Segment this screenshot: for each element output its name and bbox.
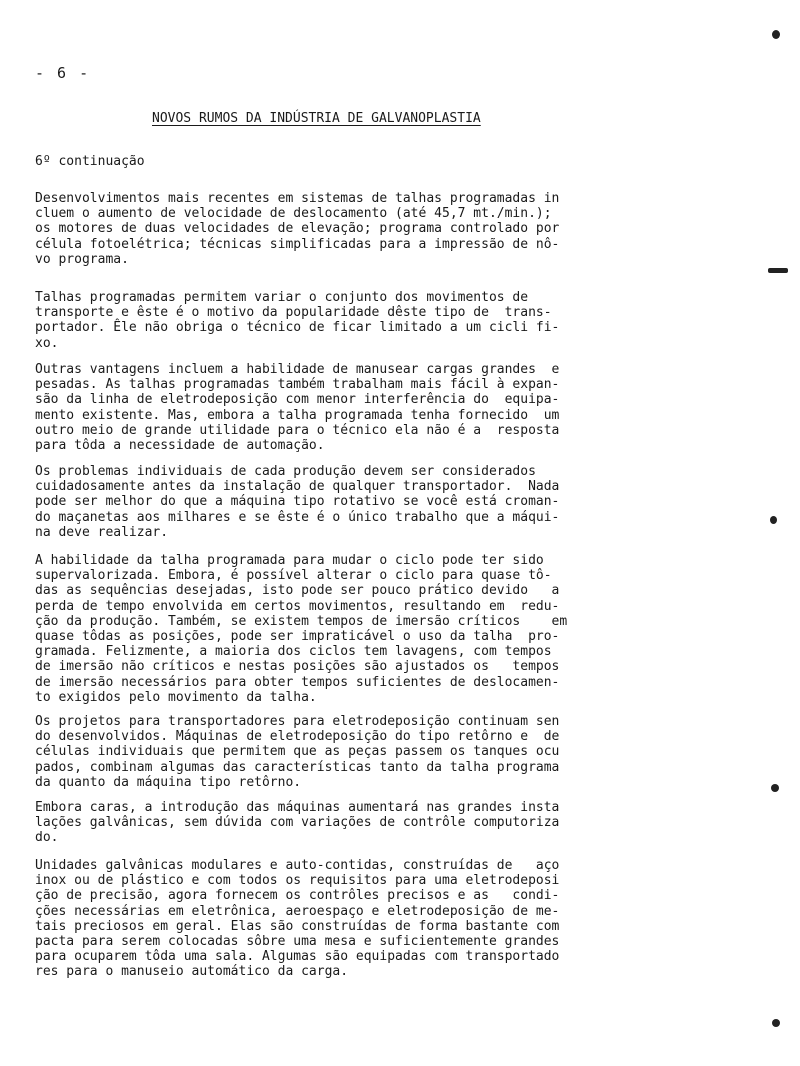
paragraph-8: Unidades galvânicas modulares e auto-contidas, construídas de aço inox ou de plástico e com todos os requisitos para uma eletrodeposi ção de precisão, agora fornecem os contrôles precisos e as condi- ções necessárias em eletrônica, aeroespaço e eletrodeposição de me- tais preciosos em geral. Elas são construídas de forma bastante com pacta para serem colocadas sôbre uma mesa e suficientemente grandes para ocuparem tôda uma sala. Algumas são equipadas com transportado res para o manuseio automático da carga.: [35, 858, 560, 980]
paragraph-1: Desenvolvimentos mais recentes em sistemas de talhas programadas in cluem o aumento de velocidade de deslocamento (até 45,7 mt./min.); os motores de duas velocidades de elevação; programa controlado por célula fotoelétrica; técnicas simplificadas para a impressão de nô- vo programa.: [35, 191, 560, 267]
continuation-label: 6º continuação: [35, 154, 145, 169]
scan-speck-mark: [768, 268, 788, 273]
paragraph-7: Embora caras, a introdução das máquinas aumentará nas grandes insta lações galvânicas, sem dúvida com variações de contrôle computoriza do.: [35, 800, 560, 846]
paragraph-6: Os projetos para transportadores para eletrodeposição continuam sen do desenvolvidos. Máquinas de eletrodeposição do tipo retôrno e de células individuais que permitem que as peças passem os tanques ocu pados, combinam algumas das características tanto da talha programa da quanto da máquina tipo retôrno.: [35, 714, 560, 790]
scan-speck-mark: [771, 784, 779, 792]
paragraph-4: Os problemas individuais de cada produção devem ser considerados cuidadosamente antes da instalação de qualquer transportador. Nada pode ser melhor do que a máquina tipo rotativo se você está croman- do maçanetas aos milhares e se êste é o único trabalho que a máqui- na deve realizar.: [35, 464, 560, 540]
scan-speck-mark: [772, 30, 780, 39]
paragraph-2: Talhas programadas permitem variar o conjunto dos movimentos de transporte e êste é o motivo da popularidade dêste tipo de trans- portador. Êle não obriga o técnico de ficar limitado a um cicli fi- xo.: [35, 290, 560, 351]
scan-speck-mark: [770, 516, 777, 524]
page-number: - 6 -: [35, 64, 91, 82]
scan-speck-mark: [772, 1019, 780, 1027]
document-title: NOVOS RUMOS DA INDÚSTRIA DE GALVANOPLASTIA: [152, 111, 481, 126]
paragraph-3: Outras vantagens incluem a habilidade de manusear cargas grandes e pesadas. As talhas programadas também trabalham mais fácil à expan- são da linha de eletrodeposição com menor interferência do equipa- mento existente. Mas, embora a talha programada tenha fornecido um outro meio de grande utilidade para o técnico ela não é a resposta para tôda a necessidade de automação.: [35, 362, 560, 454]
paragraph-5: A habilidade da talha programada para mudar o ciclo pode ter sido supervalorizada. Embora, é possível alterar o ciclo para quase tô- das as sequências desejadas, isto pode ser pouco prático devido a perda de tempo envolvida em certos movimentos, resultando em redu- ção da produção. Também, se existem tempos de imersão críticos em quase tôdas as posições, pode ser impraticável o uso da talha pro- gramada. Felizmente, a maioria dos ciclos tem lavagens, com tempos de imersão não críticos e nestas posições são ajustados os tempos de imersão necessários para obter tempos suficientes de deslocamen- to exigidos pelo movimento da talha.: [35, 553, 568, 705]
